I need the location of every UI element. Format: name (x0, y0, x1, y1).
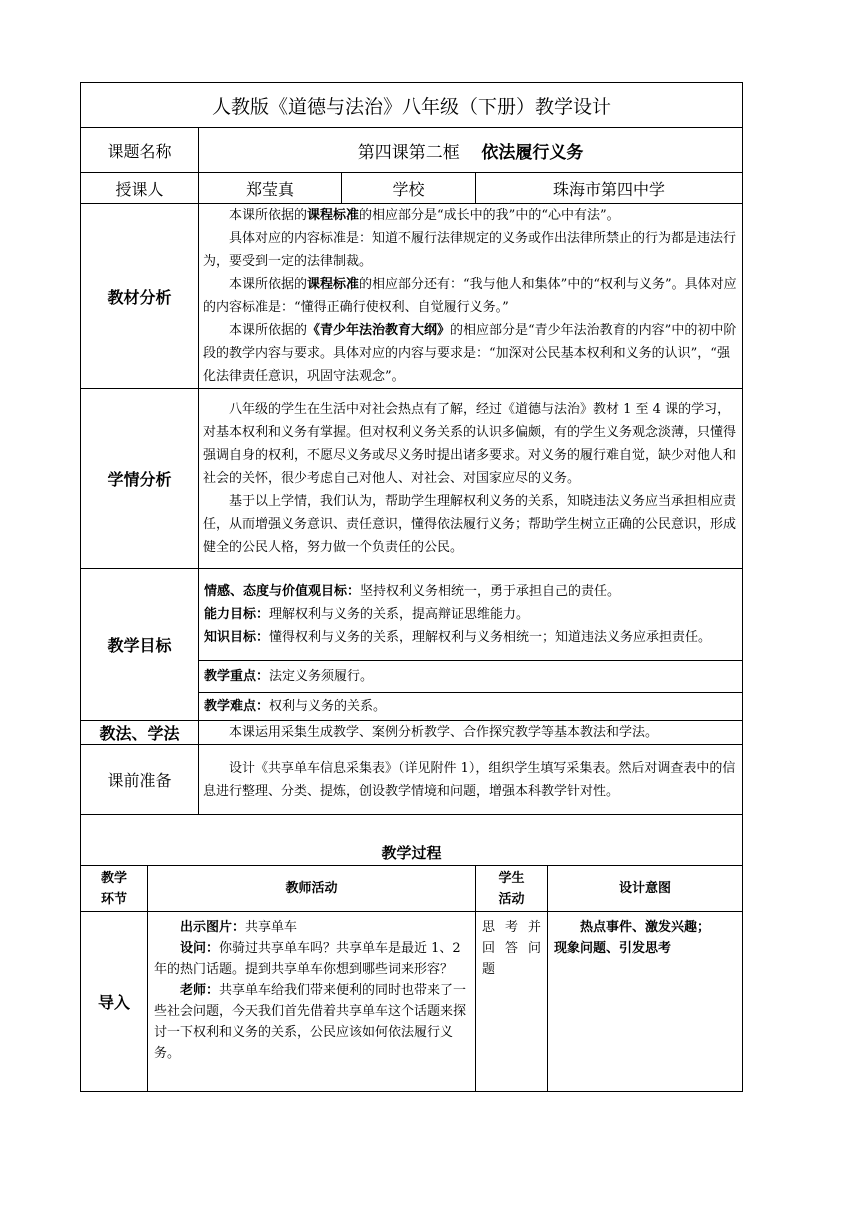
student-paragraph-1: 八年级的学生在生活中对社会热点有了解，经过《道德与法治》教材 1 至 4 课的学习，对基本权利和义务有掌握。但对权利义务关系的认识多偏颇，有的学生义务观念淡薄，只懂得强调自身的权利，不愿尽义务或尽义务时提出诸多要求。对义务的履行难自觉，缺少对他人和社会的关怀，很少考虑自己对他人、对社会、对国家应尽的义务。 (203, 402, 737, 486)
methods-content: 本课运用采集生成教学、案例分析教学、合作探究教学等基本教法和学法。 (199, 721, 743, 745)
student-analysis-content (199, 389, 743, 569)
knowledge-goal: 知识目标：懂得权利与义务的关系，理解权利与义务相统一；知道违法义务应承担责任。 (204, 630, 712, 645)
lesson-name-label: 课题名称 (81, 128, 199, 173)
key-point: 教学重点：法定义务须履行。 (199, 661, 743, 693)
teacher-activity-intro: 出示图片：共享单车 设问：你骑过共享单车吗？共享单车是最近 1、2 年的热门话题。提到共享单车你想到哪些词来形容？ 老师：共享单车给我们带来便利的同时也带来了一些社会问题，今天我们首先借着共享单车这个话题来探讨一下权利和义务的关系，公民应该如何依法履行义务。 (148, 912, 476, 1092)
ability-goal: 能力目标：理解权利与义务的关系，提高辩证思维能力。 (204, 607, 530, 622)
material-analysis-content (199, 204, 743, 389)
header-teacher-activity: 教师活动 (148, 866, 476, 912)
lesson-name (199, 128, 743, 173)
emotion-goal: 情感、态度与价值观目标：坚持权利义务相统一，勇于承担自己的责任。 (204, 584, 621, 599)
header-student-activity: 学生 活动 (476, 866, 548, 912)
header-design-intent: 设计意图 (548, 866, 743, 912)
header-stage: 教学 环节 (81, 866, 148, 912)
teacher-label: 授课人 (81, 173, 199, 204)
design-intent-intro: 热点事件、激发兴趣； 现象问题、引发思考 (548, 912, 743, 1092)
material-paragraph-3: 本课所依据的课程标准的相应部分还有：“我与他人和集体”中的“权利与义务”。具体对应的内容标准是：“懂得正确行使权利、自觉履行义务。” (203, 277, 737, 315)
student-activity-intro: 思考并 回答问 题 (476, 912, 548, 1092)
stage-intro: 导入 (81, 912, 148, 1092)
lesson-plan-document (80, 82, 742, 1092)
preparation-label: 课前准备 (81, 745, 199, 815)
difficult-point: 教学难点：权利与义务的关系。 (199, 693, 743, 721)
school-label: 学校 (342, 173, 476, 204)
material-analysis-label: 教材分析 (81, 204, 199, 389)
document-title: 人教版《道德与法治》八年级（下册）教学设计 (81, 83, 743, 128)
preparation-content: 设计《共享单车信息采集表》（详见附件 1），组织学生填写采集表。然后对调查表中的信息进行整理、分类、提炼，创设教学情境和问题，增强本科教学针对性。 (199, 745, 743, 815)
lesson-name-main: 依法履行义务 (481, 142, 584, 163)
teaching-goals-content (199, 569, 743, 661)
process-title: 教学过程 (81, 815, 743, 866)
lesson-plan-table (80, 82, 743, 1092)
material-paragraph-1: 本课所依据的课程标准的相应部分是“成长中的我”中的“心中有法”。 (229, 208, 620, 223)
lesson-name-prefix: 第四课第二框 (357, 142, 460, 163)
material-paragraph-2: 具体对应的内容标准是：知道不履行法律规定的义务或作出法律所禁止的行为都是违法行为，要受到一定的法律制裁。 (203, 231, 737, 269)
teaching-goals-label: 教学目标 (81, 569, 199, 721)
student-paragraph-2: 基于以上学情，我们认为，帮助学生理解权利义务的关系，知晓违法义务应当承担相应责任，从而增强义务意识、责任意识，懂得依法履行义务；帮助学生树立正确的公民意识，形成健全的公民人格，努力做一个负责任的公民。 (203, 494, 737, 555)
table-row (81, 912, 743, 1092)
methods-label: 教法、学法 (81, 721, 199, 745)
school-name: 珠海市第四中学 (476, 173, 743, 204)
material-paragraph-4: 本课所依据的《青少年法治教育大纲》的相应部分是“青少年法治教育的内容”中的初中阶段的教学内容与要求。具体对应的内容与要求是：“加深对公民基本权利和义务的认识”，“强化法律责任意识，巩固守法观念”。 (203, 323, 737, 384)
student-analysis-label: 学情分析 (81, 389, 199, 569)
teacher-name: 郑莹真 (199, 173, 342, 204)
